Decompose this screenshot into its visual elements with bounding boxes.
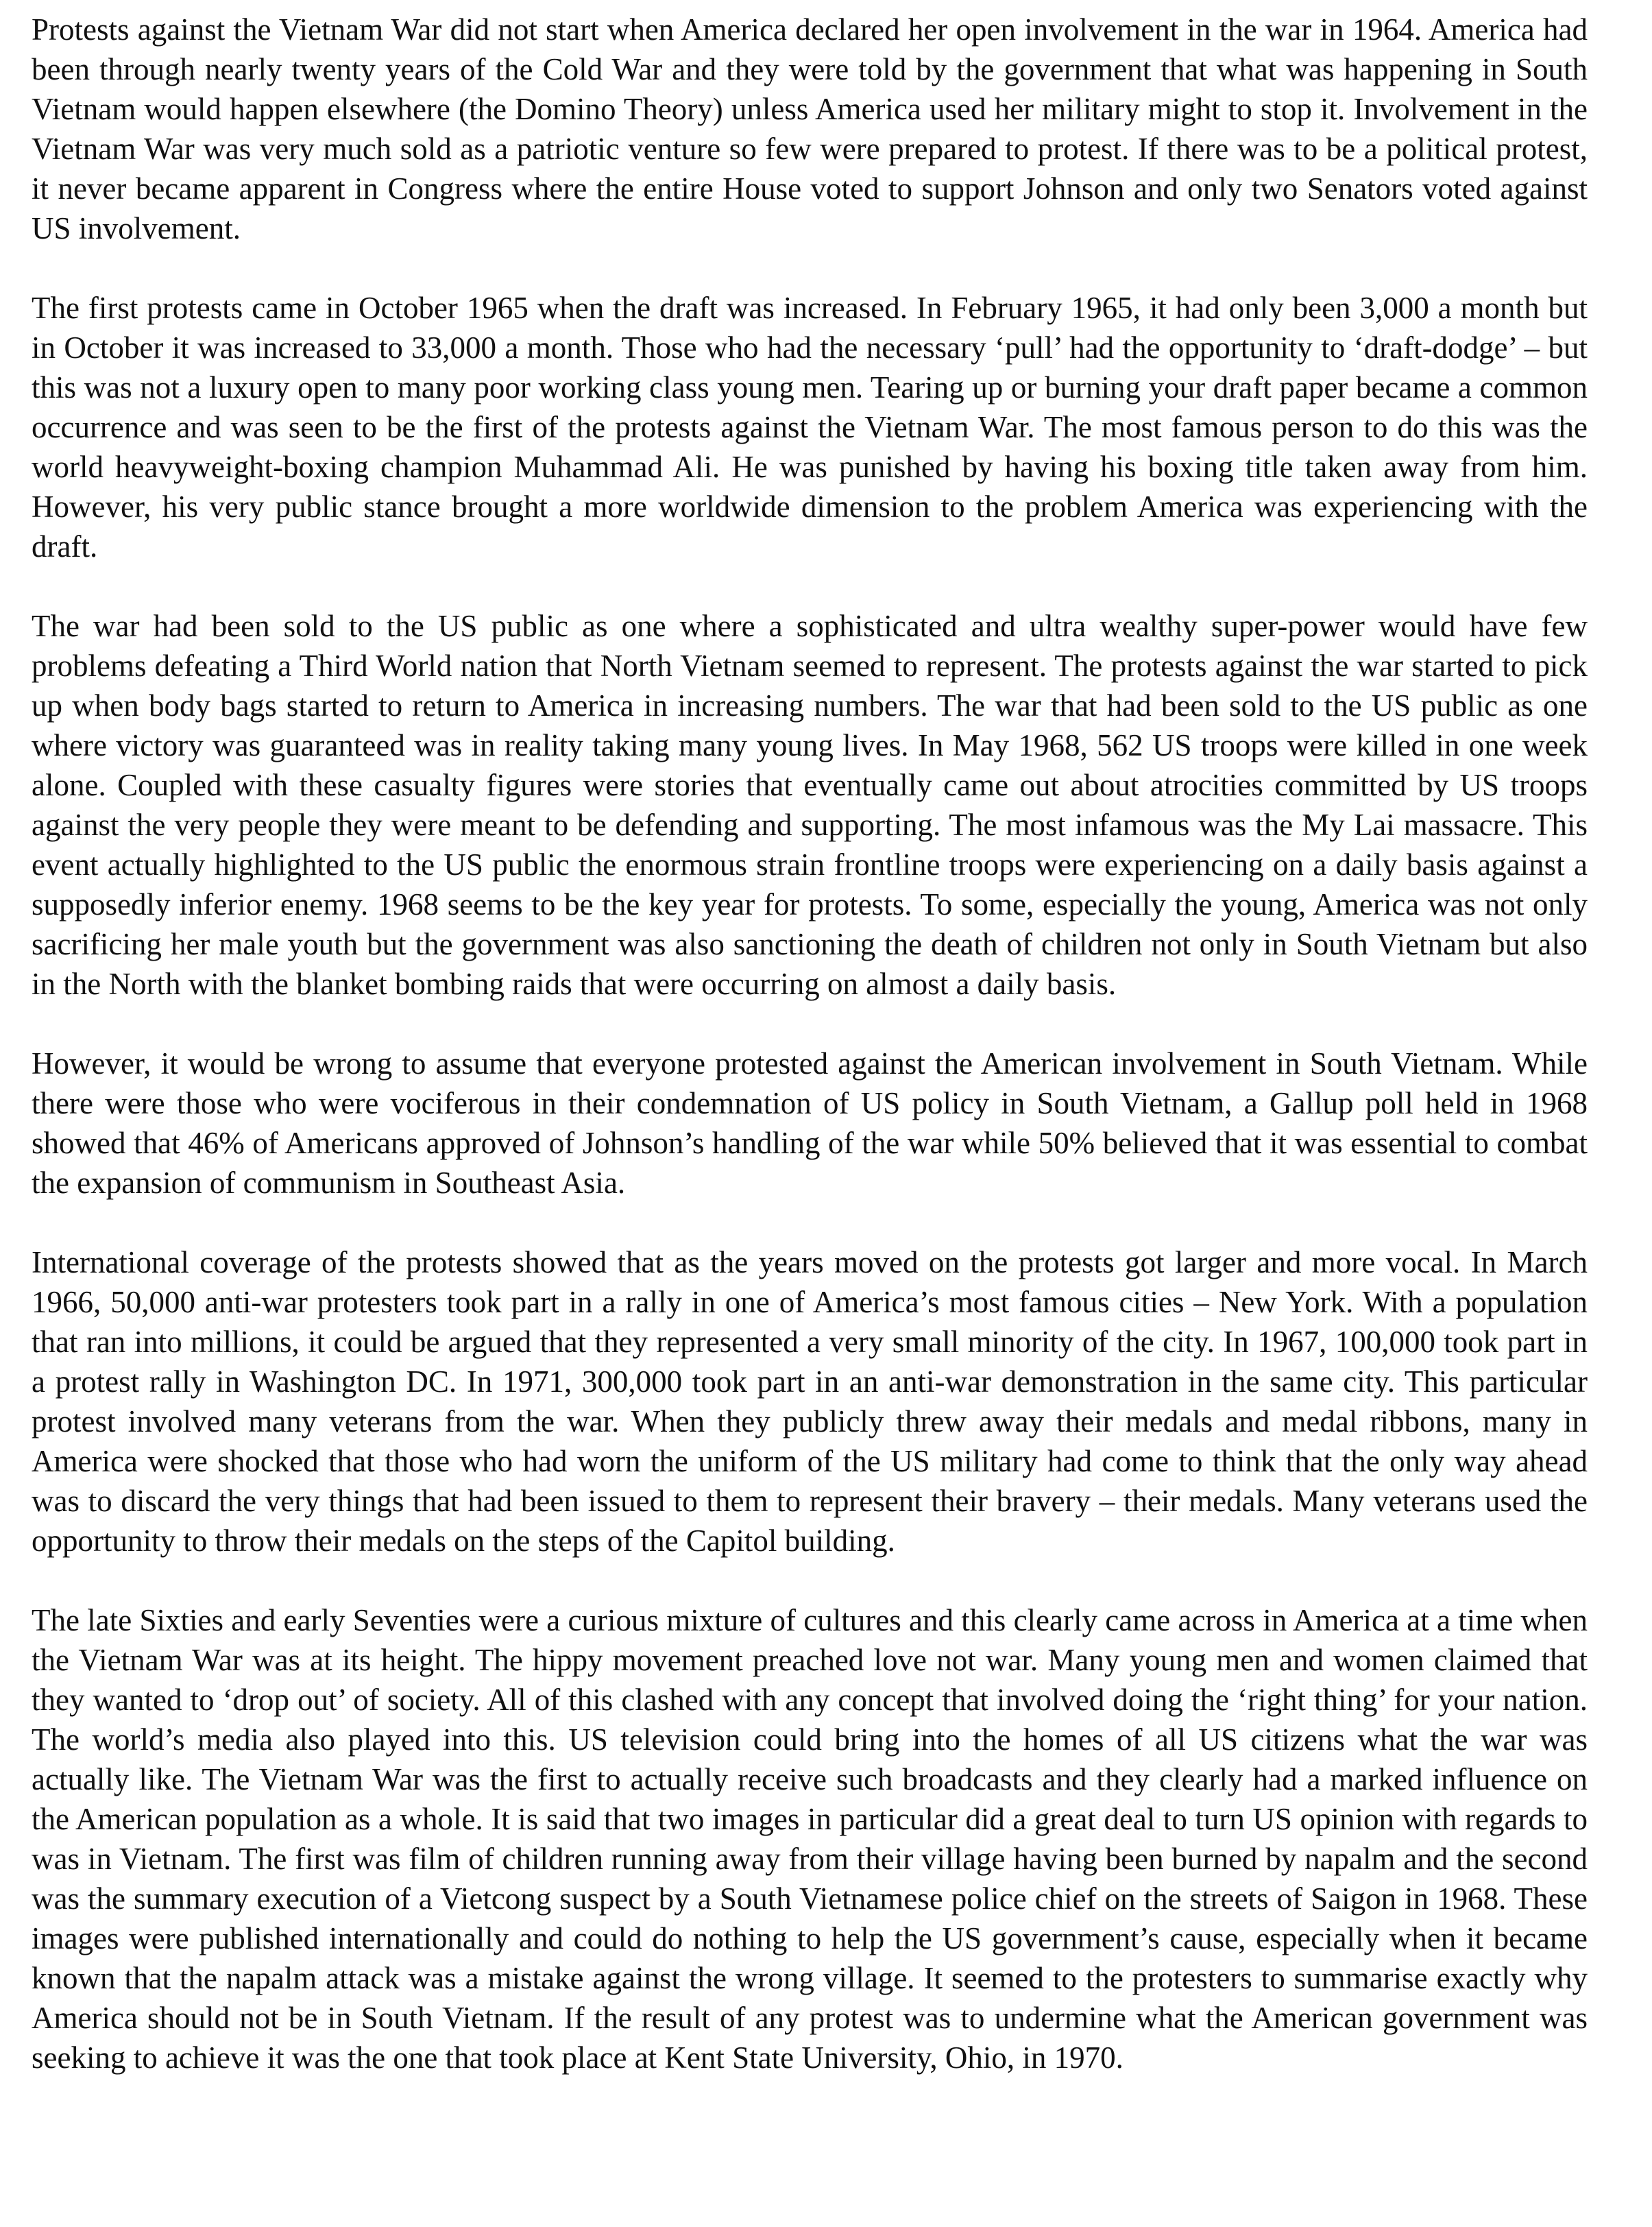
paragraph-casualties: The war had been sold to the US public as one where a sophisticated and ultra wealthy super-power would have few problems defeating a Third World nation that North Vietnam seemed to represent. The protests against the war started to pick up when body bags started to return to America in increasing numbers. The war that had been sold to the US public as one where victory was guaranteed was in reality taking many young lives. In May 1968, 562 US troops were killed in one week alone. Coupled with these casualty figures were stories that eventually came out about atrocities committed by US troops against the very people they were meant to be defending and supporting. The most infamous was the My Lai massacre. This event actually highlighted to the US public the enormous strain frontline troops were experiencing on a daily basis against a supposedly inferior enemy. 1968 seems to be the key year for protests. To some, especially the young, America was not only sacrificing her male youth but the government was also sanctioning the death of children not only in South Vietnam but also in the North with the blanket bombing raids that were occurring on almost a daily basis.	[32, 609, 1588, 1001]
paragraph-rallies: International coverage of the protests showed that as the years moved on the protests got larger and more vocal. In March 1966, 50,000 anti-war protesters took part in a rally in one of America’s most famous cities – New York. With a population that ran into millions, it could be argued that they represented a very small minority of the city. In 1967, 100,000 took part in a protest rally in Washington DC. In 1971, 300,000 took part in an anti-war demonstration in the same city. This particular protest involved many veterans from the war. When they publicly threw away their medals and medal ribbons, many in America were shocked that those who had worn the uniform of the US military had come to think that the only way ahead was to discard the very things that had been issued to them to represent their bravery – their medals. Many veterans used the opportunity to throw their medals on the steps of the Capitol building.	[32, 1245, 1588, 1558]
paragraph-draft-protests: The first protests came in October 1965 when the draft was increased. In February 1965, it had only been 3,000 a month but in October it was increased to 33,000 a month. Those who had the necessary ‘pull’ had the opportunity to ‘draft-dodge’ – but this was not a luxury open to many poor working class young men. Tearing up or burning your draft paper became a common occurrence and was seen to be the first of the protests against the Vietnam War. The most famous person to do this was the world heavyweight-boxing champion Muhammad Ali. He was punished by having his boxing title taken away from him. However, his very public stance brought a more worldwide dimension to the problem America was experiencing with the draft.	[32, 291, 1588, 564]
paragraph-draft-origins: Protests against the Vietnam War did not start when America declared her open involvement in the war in 1964. America had been through nearly twenty years of the Cold War and they were told by the government that what was happening in South Vietnam would happen elsewhere (the Domino Theory) unless America used her military might to stop it. Involvement in the Vietnam War was very much sold as a patriotic venture so few were prepared to protest. If there was to be a political protest, it never became apparent in Congress where the entire House voted to support Johnson and only two Senators voted against US involvement.	[32, 12, 1588, 245]
paragraph-media-culture: The late Sixties and early Seventies were a curious mixture of cultures and this clearly came across in America at a time when the Vietnam War was at its height. The hippy movement preached love not war. Many young men and women claimed that they wanted to ‘drop out’ of society. All of this clashed with any concept that involved doing the ‘right thing’ for your nation. The world’s media also played into this. US television could bring into the homes of all US citizens what the war was actually like. The Vietnam War was the first to actually receive such broadcasts and they clearly had a marked influence on the American population as a whole. It is said that two images in particular did a great deal to turn US opinion with regards to was in Vietnam. The first was film of children running away from their village having been burned by napalm and the second was the summary execution of a Vietcong suspect by a South Vietnamese police chief on the streets of Saigon in 1968. These images were published internationally and could do nothing to help the US government’s cause, especially when it became known that the napalm attack was a mistake against the wrong village. It seemed to the protesters to summarise exactly why America should not be in South Vietnam. If the result of any protest was to undermine what the American government was seeking to achieve it was the one that took place at Kent State University, Ohio, in 1970.	[32, 1603, 1588, 2075]
paragraph-public-support: However, it would be wrong to assume that everyone protested against the American involvement in South Vietnam. While there were those who were vociferous in their condemnation of US policy in South Vietnam, a Gallup poll held in 1968 showed that 46% of Americans approved of Johnson’s handling of the war while 50% believed that it was essential to combat the expansion of communism in Southeast Asia.	[32, 1046, 1588, 1200]
document-body	[32, 10, 1588, 2078]
